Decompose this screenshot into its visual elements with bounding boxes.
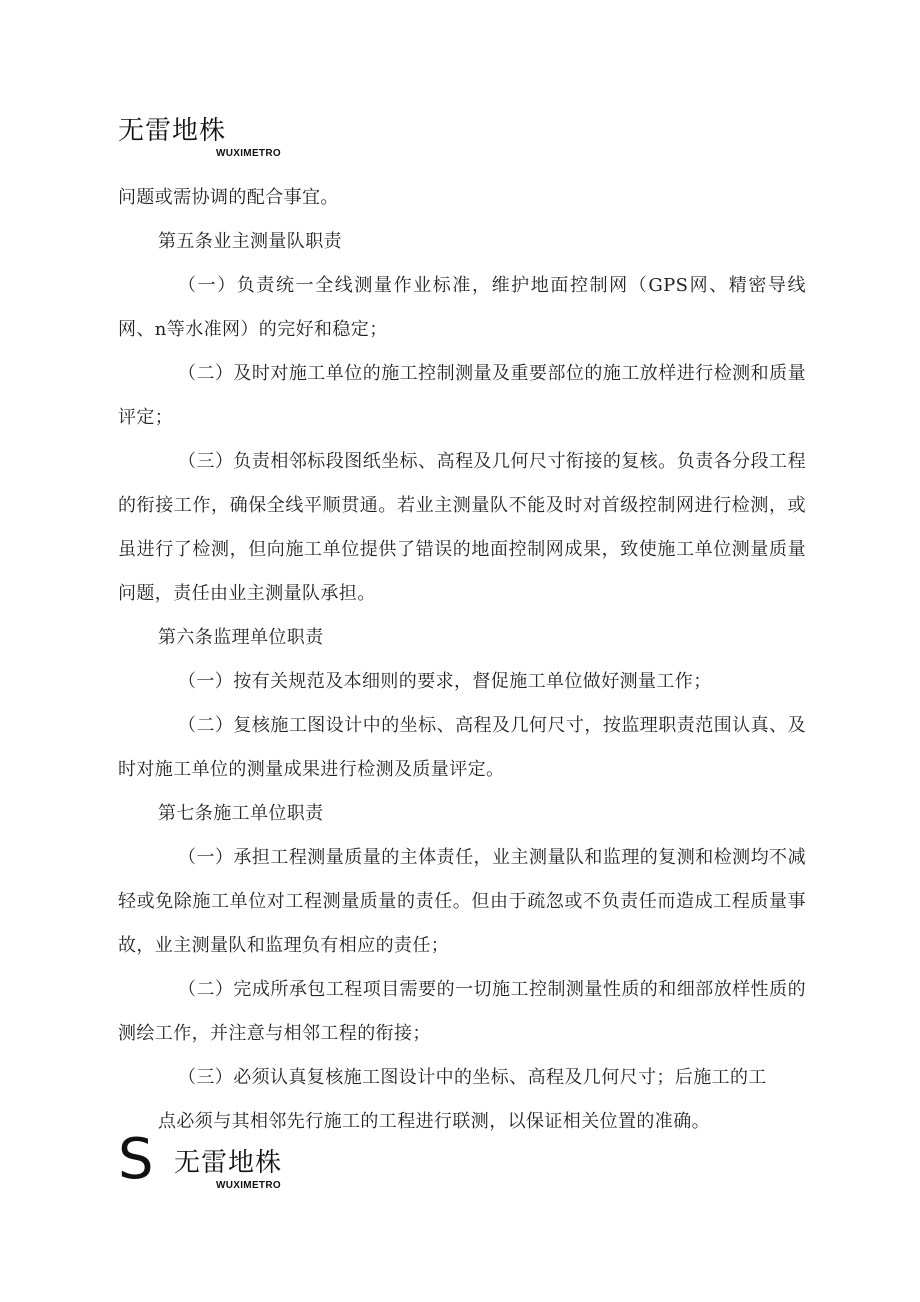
section-heading: 第六条监理单位职责	[158, 627, 324, 648]
paragraph: 点必须与其相邻先行施工的工程进行联测，以保证相关位置的准确。	[158, 1111, 710, 1132]
document-body	[118, 176, 806, 1144]
footer-logo-s-mark: S	[118, 1127, 154, 1192]
paragraph: （二）完成所承包工程项目需要的一切施工控制测量性质的和细部放样性质的测绘工作，并注意与相邻工程的衔接；	[118, 979, 806, 1044]
paragraph: （二）复核施工图设计中的坐标、高程及几何尺寸，按监理职责范围认真、及时对施工单位的测量成果进行检测及质量评定。	[118, 715, 806, 780]
header-logo	[118, 110, 318, 170]
section-heading: 第七条施工单位职责	[158, 803, 324, 824]
footer-logo-english: WUXIMETRO	[216, 1180, 281, 1191]
header-logo-chinese: 无雷地株	[118, 116, 227, 146]
paragraph: （一）承担工程测量质量的主体责任，业主测量队和监理的复测和检测均不减轻或免除施工单位对工程测量质量的责任。但由于疏忽或不负责任而造成工程质量事故，业主测量队和监理负有相应的责任；	[118, 847, 806, 956]
paragraph: （二）及时对施工单位的施工控制测量及重要部位的施工放样进行检测和质量评定；	[118, 363, 806, 428]
paragraph: （三）必须认真复核施工图设计中的坐标、高程及几何尺寸；后施工的工	[178, 1067, 767, 1088]
header-logo-english: WUXIMETRO	[216, 148, 281, 159]
footer-logo-chinese: 无雷地株	[174, 1148, 283, 1178]
footer-logo	[118, 1127, 338, 1202]
paragraph: 问题或需协调的配合事宜。	[118, 187, 339, 208]
paragraph: （一）按有关规范及本细则的要求，督促施工单位做好测量工作；	[178, 671, 712, 692]
section-heading: 第五条业主测量队职责	[158, 231, 342, 252]
paragraph: （一）负责统一全线测量作业标准，维护地面控制网（GPS网、精密导线网、n等水准网）的完好和稳定；	[118, 275, 806, 340]
paragraph: （三）负责相邻标段图纸坐标、高程及几何尺寸衔接的复核。负责各分段工程的衔接工作，确保全线平顺贯通。若业主测量队不能及时对首级控制网进行检测，或虽进行了检测，但向施工单位提供了错误的地面控制网成果，致使施工单位测量质量问题，责任由业主测量队承担。	[118, 451, 806, 604]
